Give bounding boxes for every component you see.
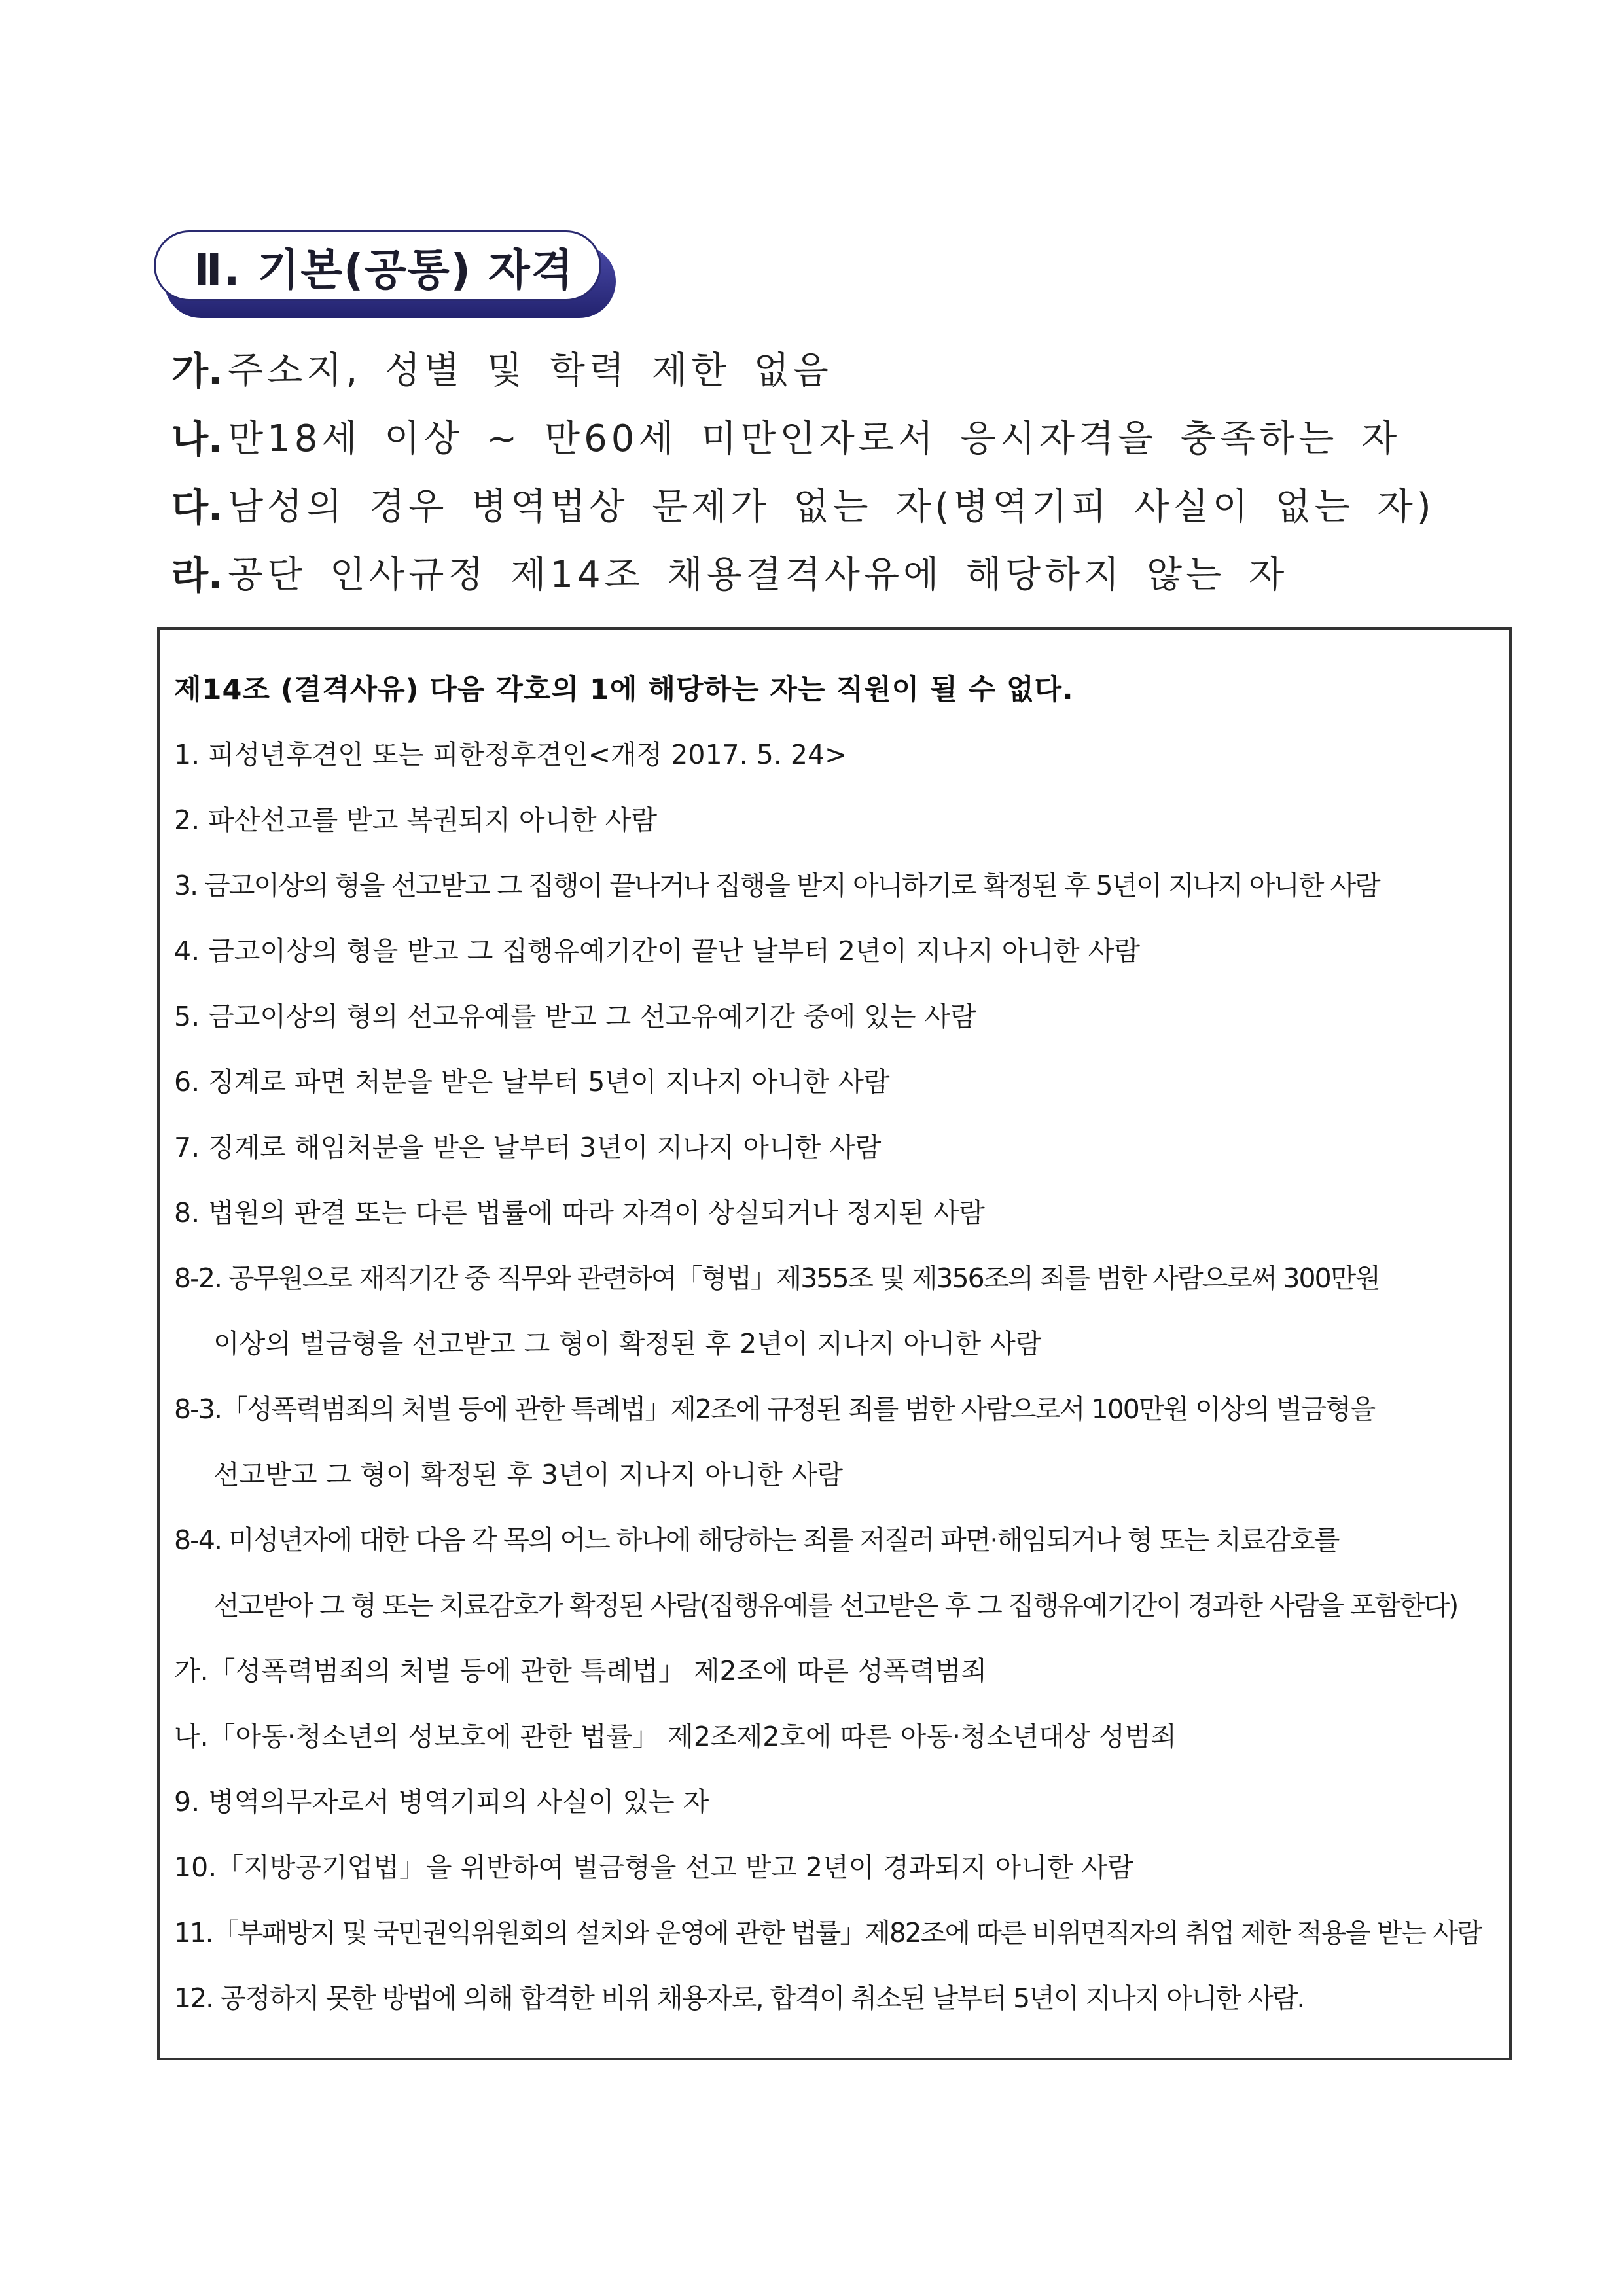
article-line: 나.「아동·청소년의 성보호에 관한 법률」 제2조제2호에 따른 아동·청소년대상 성범죄 [174, 1721, 1177, 1752]
requirement-item [171, 538, 1480, 606]
article-content [174, 668, 1496, 2042]
article-line: 8-2. 공무원으로 재직기간 중 직무와 관련하여「형법」제355조 및 제356조의 죄를 범한 사람으로써 300만원 [174, 1263, 1380, 1294]
article-title: 제14조 (결격사유) 다음 각호의 1에 해당하는 자는 직원이 될 수 없다. [174, 673, 1074, 706]
requirement-item [171, 402, 1480, 470]
article-line: 8-4. 미성년자에 대한 다음 각 목의 어느 하나에 해당하는 죄를 저질러 파면·해임되거나 형 또는 치료감호를 [174, 1524, 1339, 1556]
section-title: Ⅱ. 기본(공통) 자격 [194, 244, 575, 295]
requirement-text: 공단 인사규정 제14조 채용결격사유에 해당하지 않는 자 [228, 554, 1289, 596]
article-line: 6. 징계로 파면 처분을 받은 날부터 5년이 지나지 아니한 사람 [174, 1066, 890, 1098]
article-line: 8-3.「성폭력범죄의 처벌 등에 관한 특례법」제2조에 규정된 죄를 범한 사람으로서 100만원 이상의 벌금형을 [174, 1393, 1375, 1425]
requirement-item [171, 334, 1480, 402]
requirement-marker: 라. [171, 553, 223, 598]
article-line: 8. 법원의 판결 또는 다른 법률에 따라 자격이 상실되거나 정지된 사람 [174, 1197, 985, 1229]
article-line: 5. 금고이상의 형의 선고유예를 받고 그 선고유예기간 중에 있는 사람 [174, 1001, 976, 1032]
requirement-text: 남성의 경우 병역법상 문제가 없는 자(병역기피 사실이 없는 자) [228, 486, 1435, 528]
article-line: 2. 파산선고를 받고 복권되지 아니한 사람 [174, 804, 657, 836]
article-line: 이상의 벌금형을 선고받고 그 형이 확정된 후 2년이 지나지 아니한 사람 [213, 1328, 1042, 1359]
article-line: 10.「지방공기업법」을 위반하여 벌금형을 선고 받고 2년이 경과되지 아니한 사람 [174, 1852, 1133, 1883]
article-line: 11.「부패방지 및 국민권익위원회의 설치와 운영에 관한 법률」제82조에 따른 비위면직자의 취업 제한 적용을 받는 사람 [174, 1917, 1482, 1948]
requirement-text: 주소지, 성별 및 학력 제한 없음 [228, 350, 833, 392]
requirement-marker: 가. [171, 349, 223, 393]
requirement-item [171, 470, 1480, 538]
disqualification-article-box [157, 627, 1512, 2060]
requirement-marker: 다. [171, 485, 223, 529]
article-line: 4. 금고이상의 형을 받고 그 집행유예기간이 끝난 날부터 2년이 지나지 아니한 사람 [174, 935, 1140, 967]
article-line: 1. 피성년후견인 또는 피한정후견인<개정 2017. 5. 24> [174, 739, 847, 770]
section-header-badge [154, 230, 618, 321]
article-line: 선고받고 그 형이 확정된 후 3년이 지나지 아니한 사람 [213, 1459, 844, 1490]
requirement-marker: 나. [171, 417, 223, 461]
article-line: 7. 징계로 해임처분을 받은 날부터 3년이 지나지 아니한 사람 [174, 1132, 882, 1163]
article-line: 9. 병역의무자로서 병역기피의 사실이 있는 자 [174, 1786, 709, 1818]
article-line: 3. 금고이상의 형을 선고받고 그 집행이 끝나거나 집행을 받지 아니하기로 확정된 후 5년이 지나지 아니한 사람 [174, 870, 1380, 901]
requirements-list [171, 334, 1480, 606]
article-line: 12. 공정하지 못한 방법에 의해 합격한 비위 채용자로, 합격이 취소된 날부터 5년이 지나지 아니한 사람. [174, 1982, 1304, 2014]
article-line: 선고받아 그 형 또는 치료감호가 확정된 사람(집행유예를 선고받은 후 그 집행유예기간이 경과한 사람을 포함한다) [213, 1590, 1458, 1621]
badge-pill [154, 230, 601, 301]
requirement-text: 만18세 이상 ~ 만60세 미만인자로서 응시자격을 충족하는 자 [228, 418, 1401, 460]
article-line: 가.「성폭력범죄의 처벌 등에 관한 특례법」 제2조에 따른 성폭력범죄 [174, 1655, 988, 1687]
